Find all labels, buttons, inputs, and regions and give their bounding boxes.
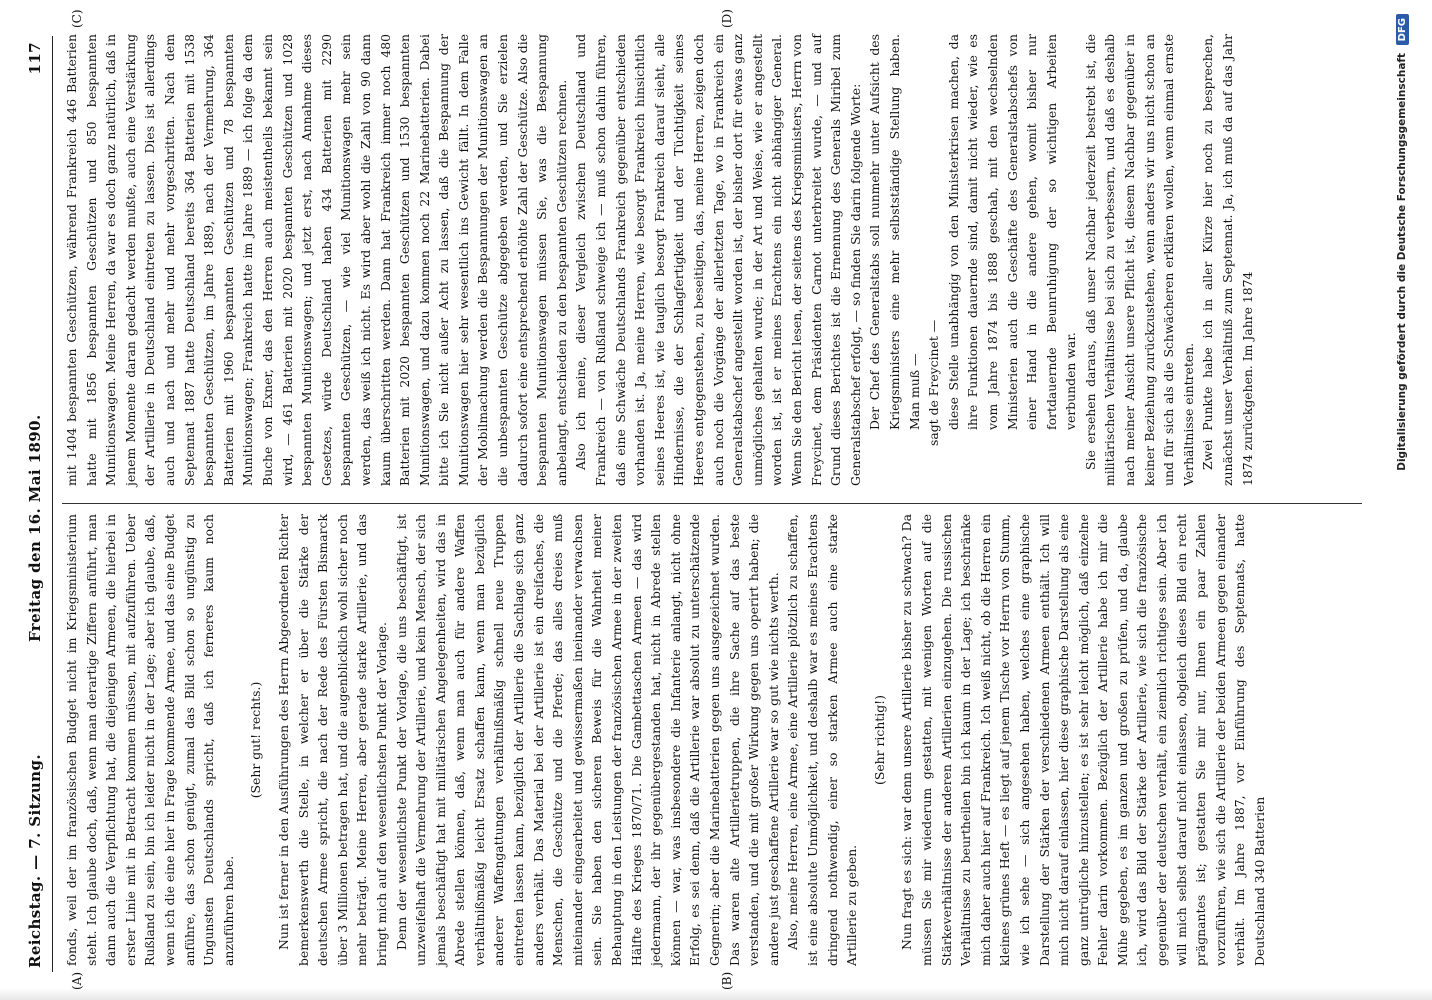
column-divider [62,503,1362,504]
margin-mark-b: (B) [720,971,734,990]
right-column [62,34,1362,486]
paragraph: Nun fragt es sich: war denn unsere Artillerie bisher zu schwach? Da müssen Sie mir wiederum gestatten, mit wenigen Worten auf die Stärkeverhältnisse der anderen Artillerien einzugehen. Die russischen Verhältnisse zu beurtheilen bin ich kaum in der Lage; ich beschränke mich daher auch hier auf Frankreich. Ich weiß nicht, ob die Herren ein kleines grünes Heft — es liegt auf jenem Tische vor Herrn von Stumm, wie ich sehe — sich angesehen haben, welches eine graphische Darstellung der Stärken der verschiedenen Armeen enthält. Ich will mich nicht darauf einlassen, hier diese graphische Darstellung als eine ganz untrügliche hinzustellen; es ist sehr leicht möglich, daß einzelne Fehler darin vorkommen. Bezüglich der Artillerie habe ich mir die Mühe gegeben, es im ganzen und großen zu prüfen, und da, glaube ich, wird das Bild der Stärke der Artillerie, wie sich die französische gegenüber der deutschen verhält, ein ziemlich richtiges sein. Aber ich will mich selbst darauf nicht einlassen, obgleich dieses Bild ein recht prägnantes ist; gestatten Sie mir nur, Ihnen ein paar Zahlen vorzuführen, wie sich die Artillerie der beiden Armeen gegen einander verhält. Im Jahre 1887, vor Einführung des Septennats, hatte Deutschland 340 Batterien [899,514,1268,966]
margin-mark-d: (D) [720,9,734,28]
paragraph: Sie ersehen daraus, daß unser Nachbar jederzeit bestrebt ist, die militärischen Verhältnisse bei sich zu verbessern, und daß es deshalb nach meiner Ansicht unsere Pflicht ist, diesem Nachbar gegenüber in keiner Beziehung zurückzustehen, wenn anders wir uns nicht schon an und für sich als die Schwächeren erklären wollen, wenn einmal ernste Verhältnisse eintreten. [1082,34,1196,486]
paragraph: Zwei Punkte habe ich in aller Kürze hier noch zu besprechen, zunächst unser Verhältniß zum Septennat. Ja, ich muß da auf das Jahr 1874 zurückgehen. Im Jahre 1874 [1200,34,1255,486]
paragraph: Also, meine Herren, eine Armee, eine Artillerie plötzlich zu schaffen, ist eine absolute Unmöglichkeit, und deshalb war es meines Erachtens dringend nothwendig, einer so starken Armee auch eine starke Artillerie zu geben. [785,514,860,966]
scan-edge [0,988,1432,1000]
margin-mark-c: (C) [70,9,84,28]
credit-text: Digitalisierung gefördert durch die Deutsche Forschungsgemeinschaft [1396,53,1408,471]
paragraph: Denn der wesentlichste Punkt der Vorlage, die uns beschäftigt, ist unzweifelhaft die Vermehrung der Artillerie, und kein Mensch, der sich jemals beschäftigt hat mit militärischen Angelegenheiten, wird das in Abrede stellen können, daß, wenn man auch für andere Waffen verhältnißmäßig leicht Ersatz schaffen kann, wenn man bezüglich anderer Waffengattungen verhältnißmäßig schnell neue Truppen eintreten lassen kann, bezüglich der Artillerie die Sachlage sich ganz anders verhält. Das Material bei der Artillerie ist ein dreifaches, die Menschen, die Geschütze und die Pferde; das alles dreies muß miteinander eingearbeitet und gewissermaßen ineinander verwachsen sein. Sie haben den sicheren Beweis für die Wahrheit meiner Behauptung in den Leistungen der französischen Armee in der zweiten Hälfte des Krieges 1870/71. Die Gambettaschen Armeen — das wird jedermann, der ihr gegenübergestanden hat, nicht in Abrede stellen können — war, was insbesondere die Infanterie anlangt, nicht ohne Erfolg, es sei denn, daß die Artillerie war absolut zu unterschätzende Gegnerin; aber die Marinebatterien gegen uns ausgezeichnet wurden. Das waren alte Artillerietruppen, die ihre Sache auf das beste verstanden, und die mit großer Wirkung gegen uns operirt haben; die andere just geschaffene Artillerie war so gut wie nichts werth. [393,514,781,966]
quoted-passage: Der Chef des Generalstabs soll nunmehr unter Aufsicht des Kriegsministers eine mehr selbstständige Stellung haben. Man muß — [867,34,922,430]
quote-attribution: sagt de Freycinet — [926,319,942,446]
header-left: Reichstag. — 7. Sitzung. [26,754,44,968]
header-date: Freitag den 16. Mai 1890. [26,414,44,642]
left-column [62,514,1362,966]
paragraph: fonds, weil der im französischen Budget nicht im Kriegsministerium steht. Ich glaube doch, daß, wenn man derartige Ziffern anführt, man dann auch die Verpflichtung hat, die diejenigen Armeen, die hierbei in erster Linie mit in Betracht kommen müssen, mit aufzuführen. Ueber Rußland zu sein, bin ich leider nicht in der Lage; aber ich glaube, daß, wenn ich die eine hier in Frage kommende Armee, und das eine Budget anführe, das schon genügt, zumal das Bild schon so ungünstig zu Ungunsten Deutschlands spricht, daß ich ferneres kaum noch anzuführen habe. [64,514,236,966]
paragraph: Also ich meine, dieser Vergleich zwischen Deutschland und Frankreich — von Rußland schweige ich — muß schon dahin führen, daß eine Schwäche Deutschlands Frankreich gegenüber entschieden vorhanden ist. Ja, meine Herren, wie besorgt Frankreich hinsichtlich seines Heeres ist, wie tauglich besorgt Frankreich darauf sieht, alle Hindernisse, die der Schlagfertigkeit und der Tüchtigkeit seines Heeres entgegenstehen, zu beseitigen, das, meine Herren, zeigen doch auch noch die Vorgänge der allerletzten Tage, wo in Frankreich ein Generalstabschef angestellt worden ist, der bisher dort für etwas ganz unmögliches gehalten wurde; in der Art und Weise, wie er angestellt worden ist, ist er meines Erachtens ein nicht abhängiger General. Wenn Sie den Bericht lesen, der seitens des Kriegsministers, Herrn von Freycinet, dem Präsidenten Carnot unterbreitet wurde, — und auf Grund dieses Berichtes ist die Ernennung des Generals Miribel zum Generalstabschef erfolgt, — so finden Sie darin folgende Worte: [573,34,863,486]
digitization-credit [1396,14,1409,986]
paragraph: mit 1404 bespannten Geschützen, während Frankreich 446 Batterien hatte mit 1856 bespannten Geschützen und 850 bespannten Munitionswagen. Meine Herren, da war es doch ganz natürlich, daß in jenem Momente daran gedacht werden mußte, auch eine Verstärkung der Artillerie in Deutschland eintreten zu lassen. Dies ist allerdings auch und nach und mehr und mehr vorgeschritten. Nach dem Septennat 1887 hatte Deutschland bereits 364 Batterien mit 1538 bespannten Geschützen, im Jahre 1889, nach der Vermehrung, 364 Batterien mit 1960 bespannten Geschützen und 78 bespannten Munitionswagen; Frankreich hatte im Jahre 1889 — ich folge da dem Buche von Exner, das den Herren auch meistentheils bekannt sein wird, — 461 Batterien mit 2020 bespannten Geschützen und 1028 bespannten Munitionswagen; und jetzt erst, nach Annahme dieses Gesetzes, würde Deutschland haben 434 Batterien mit 2290 bespannten Geschützen, — wie viel Munitionswagen mehr sein werden, das weiß ich nicht. Es wird aber wohl die Zahl von 90 dann kaum überschritten werden. Dann hat Frankreich immer noch 480 Batterien mit 2020 bespannten Geschützen und 1530 bespannten Munitionswagen, und dazu kommen noch 22 Marinebatterien. Dabei bitte ich Sie nicht außer Acht zu lassen, daß die Bespannung der Munitionswagen hier sehr wesentlich ins Gewicht fällt. In dem Falle der Mobilmachung werden die Bespannungen der Munitionswagen an die unbespannten Geschütze abgegeben werden, und Sie erzielen dadurch sofort eine entsprechend erhöhte Zahl der Geschütze. Also die bespannten Munitionswagen müssen Sie, was die Bespannung anbelangt, entschieden zu den bespannten Geschützen rechnen. [64,34,569,486]
page-number: 117 [26,42,44,75]
interjection: (Sehr richtig!) [871,695,887,785]
margin-mark-a: (A) [70,971,84,990]
dfg-logo: DFG [1396,14,1409,45]
interjection: (Sehr gut! rechts.) [248,681,264,799]
paragraph: Nun ist ferner in den Ausführungen des Herrn Abgeordneten Richter bemerkenswerth die Stelle, in welcher er über die Stärke der deutschen Armee spricht, die nach der Rede des Fürsten Bismarck über 3 Millionen betragen hat, und die augenblicklich wohl sicher noch mehr beträgt. Meine Herren, aber gerade starke Artillerie, und das bringt mich auf den wesentlichsten Punkt der Vorlage. [275,514,389,966]
quoted-passage: diese Stelle unabhängig von den Ministerkrisen machen, da ihre Funktionen dauernde sind, damit nicht wieder, wie es vom Jahre 1874 bis 1888 geschah, mit den wechselnden Ministerien auch die Geschäfte des Generalstabschefs von einer Hand in die andere gehen, womit bisher nur fortdauernde Beunruhigung der so wichtigen Arbeiten verbunden war. [945,34,1079,430]
page-header [22,36,53,972]
